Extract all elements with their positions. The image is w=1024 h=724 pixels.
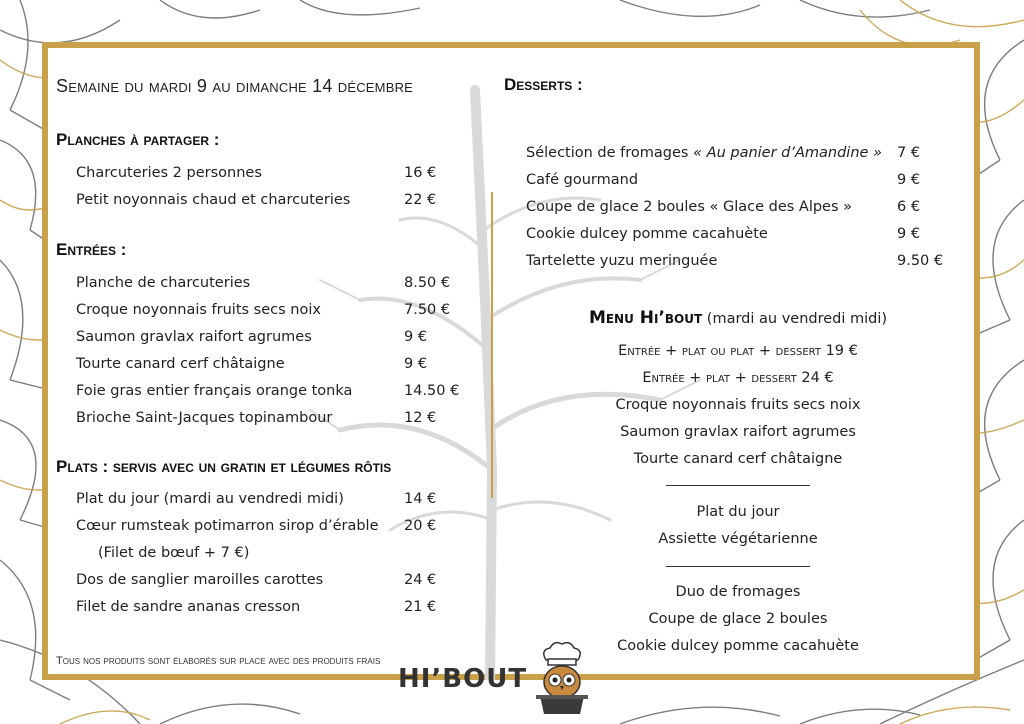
menu-item-price: 9 € (404, 329, 428, 345)
menu-item: Planche de charcuteries (76, 275, 251, 291)
menu-item-price: 9.50 € (897, 253, 944, 269)
menu-item-name-italic: « Au panier d’Amandine » (693, 145, 883, 161)
footer-note: Tous nos produits sont élaborés sur place avec des produits frais (56, 655, 381, 667)
entrees-title: Entrées : (56, 240, 127, 259)
menu-item: Charcuteries 2 personnes (76, 165, 262, 181)
menu-entree: Saumon gravlax raifort agrumes (620, 424, 856, 440)
desserts-title: Desserts : (504, 75, 583, 94)
menu-plat: Assiette végétarienne (658, 531, 818, 547)
menu-item-price: 9 € (897, 172, 921, 188)
menu-item: Filet de sandre ananas cresson (76, 599, 301, 615)
menu-item: Café gourmand (526, 172, 639, 188)
menu-item-note: (Filet de bœuf + 7 €) (98, 545, 250, 561)
menu-item: Plat du jour (mardi au vendredi midi) (76, 491, 344, 507)
menu-item: Cœur rumsteak potimarron sirop d’érable (76, 518, 379, 534)
menu-item-price: 21 € (404, 599, 437, 615)
menu-dessert: Cookie dulcey pomme cacahuète (617, 638, 859, 654)
owl-chef-logo-icon (534, 640, 590, 716)
menu-item-price: 7.50 € (404, 302, 451, 318)
menu-entree: Tourte canard cerf châtaigne (633, 451, 843, 467)
plats-title: Plats : servis avec un gratin et légumes rôtis (56, 457, 392, 476)
menu-hibout-subtitle: (mardi au vendredi midi) (702, 311, 888, 327)
menu-item: Coupe de glace 2 boules « Glace des Alpes » (526, 199, 853, 215)
menu-item: Dos de sanglier maroilles carottes (76, 572, 324, 588)
menu-separator (666, 566, 810, 567)
menu-item: Cookie dulcey pomme cacahuète (526, 226, 768, 242)
menu-formula: Entrée + plat + dessert 24 € (642, 370, 834, 386)
menu-item: Brioche Saint-Jacques topinambour (76, 410, 333, 426)
menu-item-price: 16 € (404, 165, 437, 181)
menu-item: Tourte canard cerf châtaigne (76, 356, 285, 372)
menu-item-price: 14.50 € (404, 383, 460, 399)
menu-hibout-title (568, 308, 908, 328)
planches-title: Planches à partager : (56, 130, 220, 149)
menu-item-price: 12 € (404, 410, 437, 426)
week-heading: Semaine du mardi 9 au dimanche 14 décembre (56, 76, 414, 96)
menu-item-price: 22 € (404, 192, 437, 208)
menu-separator (666, 485, 810, 486)
menu-entree: Croque noyonnais fruits secs noix (615, 397, 861, 413)
menu-item: Foie gras entier français orange tonka (76, 383, 353, 399)
menu-item: Saumon gravlax raifort agrumes (76, 329, 312, 345)
menu-plat: Plat du jour (696, 504, 780, 520)
menu-item-price: 9 € (404, 356, 428, 372)
menu-item (526, 145, 882, 161)
menu-item-price: 9 € (897, 226, 921, 242)
menu-dessert: Duo de fromages (675, 584, 801, 600)
menu-item-price: 24 € (404, 572, 437, 588)
menu-item-price: 20 € (404, 518, 437, 534)
menu-item: Petit noyonnais chaud et charcuteries (76, 192, 351, 208)
hibout-logo: HI’BOUT (398, 664, 528, 694)
menu-formula: Entrée + plat ou plat + dessert 19 € (618, 343, 858, 359)
column-divider (491, 192, 493, 498)
menu-hibout-name: Menu Hi’bout (588, 308, 703, 328)
menu-item-price: 8.50 € (404, 275, 451, 291)
menu-dessert: Coupe de glace 2 boules (648, 611, 828, 627)
menu-item: Tartelette yuzu meringuée (526, 253, 718, 269)
menu-item-name: Sélection de fromages (526, 145, 694, 161)
menu-item-price: 6 € (897, 199, 921, 215)
menu-item-price: 7 € (897, 145, 921, 161)
menu-item-price: 14 € (404, 491, 437, 507)
menu-item: Croque noyonnais fruits secs noix (76, 302, 321, 318)
